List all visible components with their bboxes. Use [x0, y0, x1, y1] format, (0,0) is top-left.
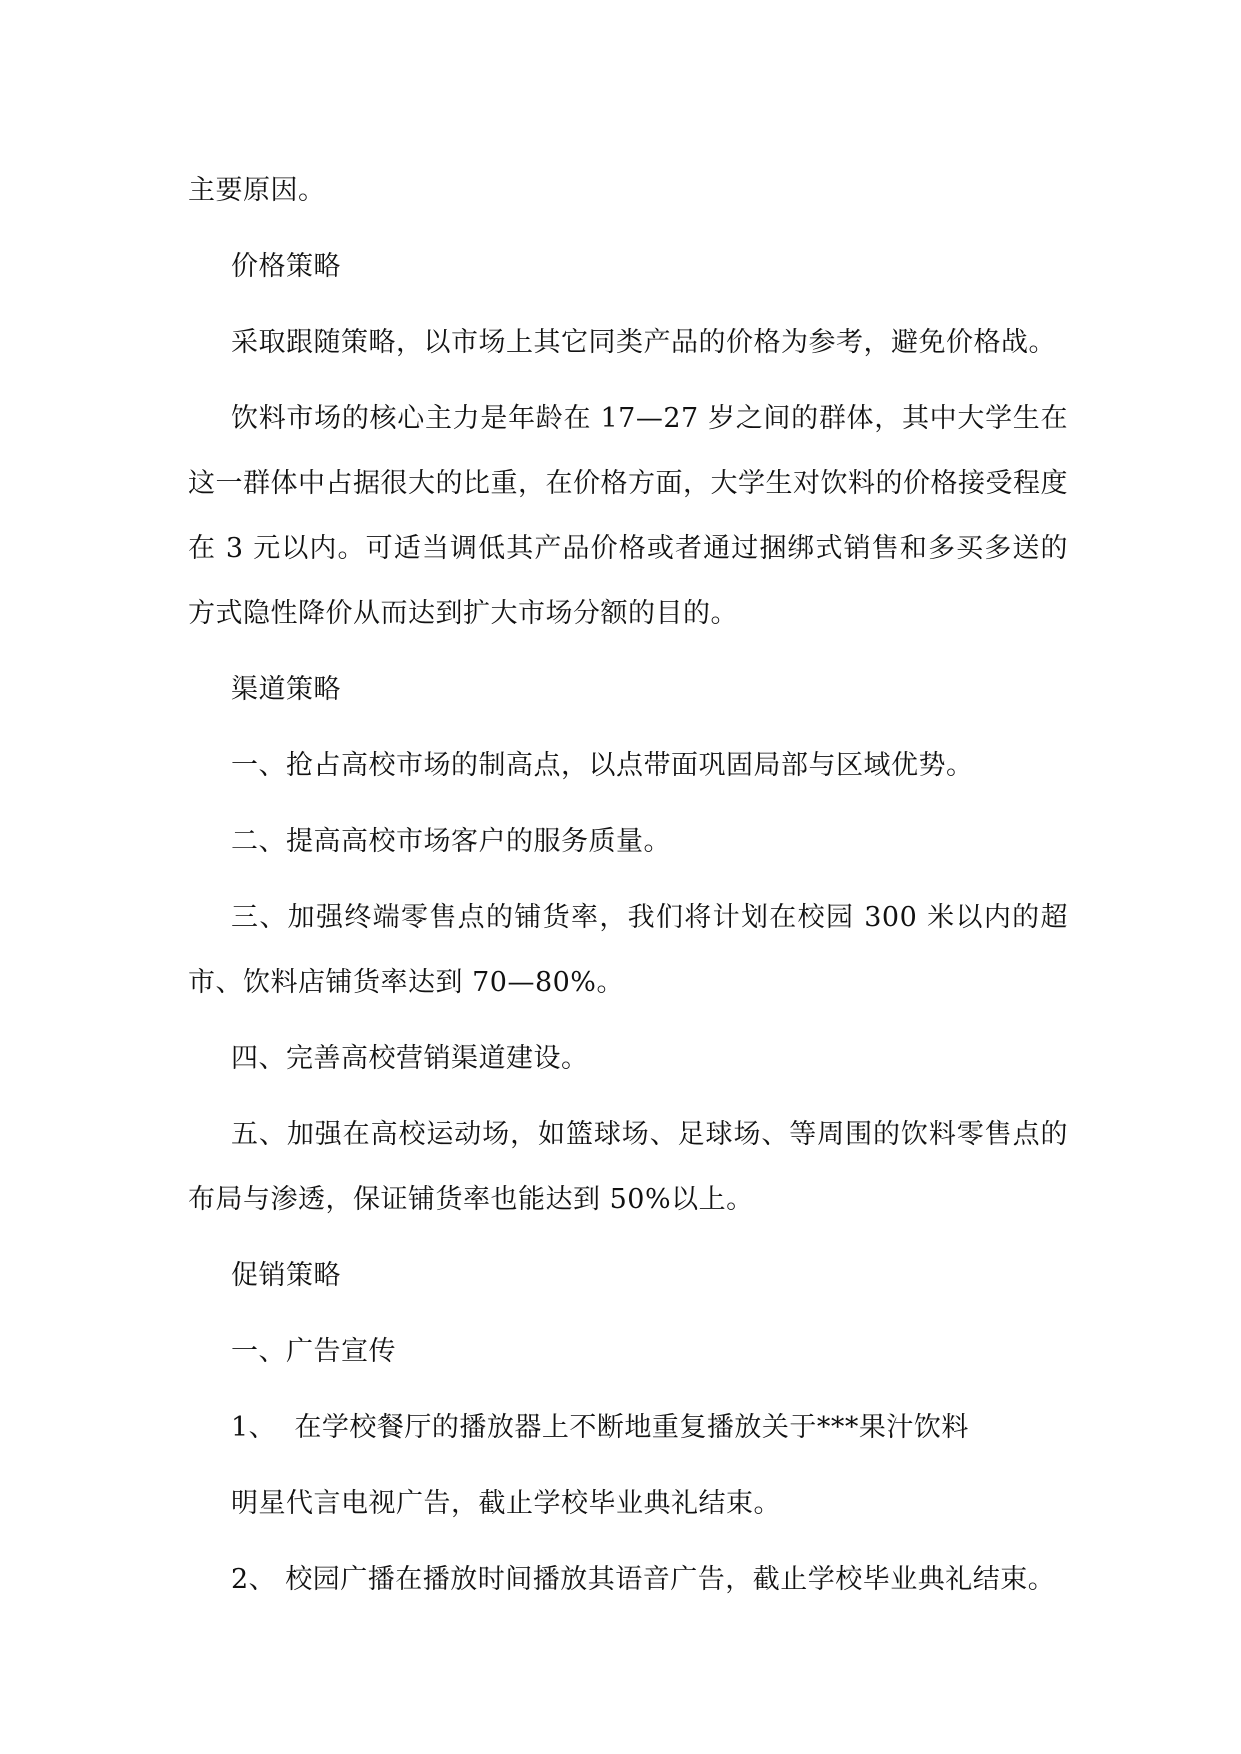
channel-item-5: 五、加强在高校运动场，如篮球场、足球场、等周围的饮料零售点的布局与渗透，保证铺货率也能达到 50%以上。 — [188, 1119, 1068, 1215]
promotion-item-1-continued: 明星代言电视广告，截止学校毕业典礼结束。 — [231, 1488, 781, 1519]
paragraph-continuation: 主要原因。 — [188, 175, 326, 206]
paragraph-follow-strategy: 采取跟随策略，以市场上其它同类产品的价格为参考，避免价格战。 — [231, 327, 1056, 358]
promotion-section-advertising: 一、广告宣传 — [231, 1336, 396, 1367]
channel-item-4: 四、完善高校营销渠道建设。 — [231, 1043, 589, 1074]
paragraph-market-core: 饮料市场的核心主力是年龄在 17—27 岁之间的群体，其中大学生在这一群体中占据很大的比重，在价格方面，大学生对饮料的价格接受程度在 3 元以内。可适当调低其产品价格或者通过捆绑式销售和多买多送的方式隐性降价从而达到扩大市场分额的目的。 — [188, 403, 1068, 629]
promotion-item-1: 1、 在学校餐厅的播放器上不断地重复播放关于***果汁饮料 — [231, 1412, 969, 1443]
document-body — [188, 158, 1068, 1623]
channel-item-1: 一、抢占高校市场的制高点，以点带面巩固局部与区域优势。 — [231, 750, 974, 781]
heading-price-strategy: 价格策略 — [231, 251, 341, 282]
channel-item-2: 二、提高高校市场客户的服务质量。 — [231, 826, 671, 857]
channel-item-3: 三、加强终端零售点的铺货率，我们将计划在校园 300 米以内的超市、饮料店铺货率达到 70—80%。 — [188, 902, 1068, 998]
heading-channel-strategy: 渠道策略 — [231, 674, 341, 705]
promotion-item-2: 2、 校园广播在播放时间播放其语音广告，截止学校毕业典礼结束。 — [231, 1564, 1056, 1595]
heading-promotion-strategy: 促销策略 — [231, 1260, 341, 1291]
